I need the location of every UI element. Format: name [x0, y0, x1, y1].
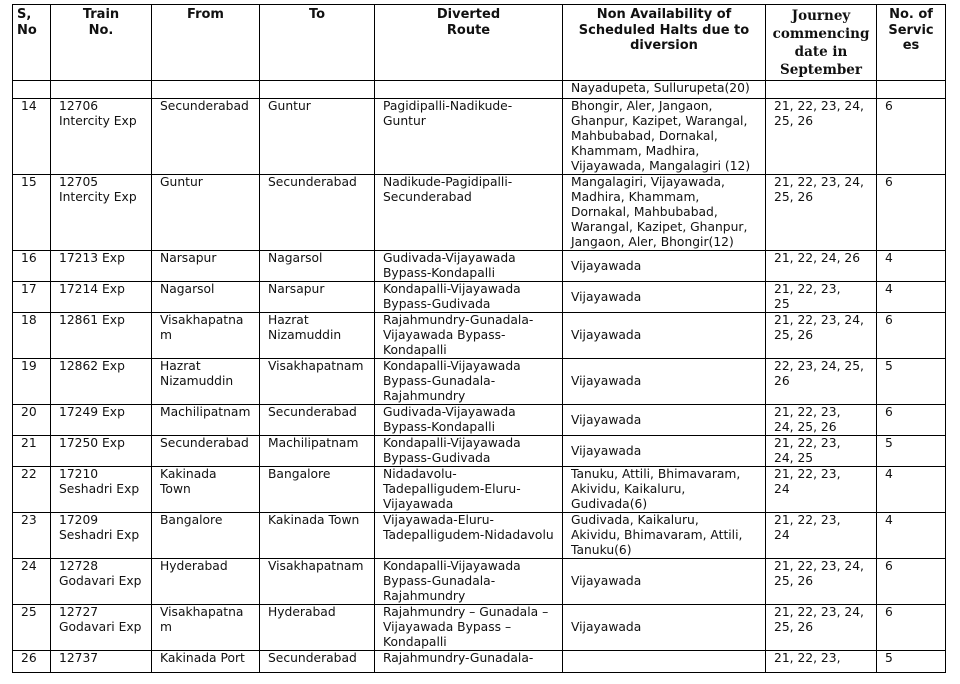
cell-from: Secunderabad: [152, 436, 260, 467]
cell-from: Narsapur: [152, 251, 260, 282]
cell-route: Nadikude-Pagidipalli- Secunderabad: [375, 175, 563, 251]
header-services: No. of Servic es: [877, 5, 946, 81]
cell-train: 17249 Exp: [51, 405, 152, 436]
cell-train: 17214 Exp: [51, 282, 152, 313]
cell-route: Vijayawada-Eluru- Tadepalligudem-Nidadavolu: [375, 513, 563, 559]
cell-date: 21, 22, 23, 24: [766, 467, 877, 513]
cell-route: [375, 81, 563, 99]
cell-sno: 22: [13, 467, 51, 513]
cell-halts: Vijayawada: [563, 436, 766, 467]
cell-services: 6: [877, 559, 946, 605]
cell-from: Kakinada Town: [152, 467, 260, 513]
cell-halts: Tanuku, Attili, Bhimavaram, Akividu, Kaikaluru, Gudivada(6): [563, 467, 766, 513]
cell-to: Kakinada Town: [260, 513, 375, 559]
cell-sno: 23: [13, 513, 51, 559]
cell-halts: Gudivada, Kaikaluru, Akividu, Bhimavaram, Attili, Tanuku(6): [563, 513, 766, 559]
cell-to: Guntur: [260, 99, 375, 175]
cell-halts: [563, 651, 766, 673]
cell-date: [766, 81, 877, 99]
cell-train: 12861 Exp: [51, 313, 152, 359]
cell-train: 12706 Intercity Exp: [51, 99, 152, 175]
cell-train: 17209 Seshadri Exp: [51, 513, 152, 559]
table-row: [13, 651, 946, 673]
cell-halts: Vijayawada: [563, 282, 766, 313]
header-to: To: [260, 5, 375, 81]
cell-halts: Vijayawada: [563, 251, 766, 282]
cell-halts: Vijayawada: [563, 405, 766, 436]
cell-from: Visakhapatna m: [152, 605, 260, 651]
cell-to: Secunderabad: [260, 651, 375, 673]
cell-halts: Mangalagiri, Vijayawada, Madhira, Khammam, Dornakal, Mahbubabad, Warangal, Kazipet, Ghanpur, Jangaon, Aler, Bhongir(12): [563, 175, 766, 251]
table-row: [13, 513, 946, 559]
cell-to: Visakhapatnam: [260, 559, 375, 605]
cell-from: Guntur: [152, 175, 260, 251]
header-sno: S, No: [13, 5, 51, 81]
cell-sno: 21: [13, 436, 51, 467]
header-from: From: [152, 5, 260, 81]
cell-train: 12737: [51, 651, 152, 673]
table-row: [13, 405, 946, 436]
cell-to: Machilipatnam: [260, 436, 375, 467]
cell-route: Kondapalli-Vijayawada Bypass-Gunadala- Rajahmundry: [375, 359, 563, 405]
cell-route: Kondapalli-Vijayawada Bypass-Gunadala- Rajahmundry: [375, 559, 563, 605]
header-journey-date: Journey commencing date in September: [766, 5, 877, 81]
cell-sno: 24: [13, 559, 51, 605]
cell-date: 21, 22, 23, 24, 25, 26: [766, 99, 877, 175]
cell-to: Hyderabad: [260, 605, 375, 651]
cell-services: 5: [877, 359, 946, 405]
cell-route: Gudivada-Vijayawada Bypass-Kondapalli: [375, 405, 563, 436]
cell-services: 6: [877, 405, 946, 436]
cell-sno: 14: [13, 99, 51, 175]
diversion-table-page: [12, 4, 946, 673]
cell-from: Secunderabad: [152, 99, 260, 175]
cell-to: Nagarsol: [260, 251, 375, 282]
header-row: [13, 5, 946, 81]
cell-sno: 26: [13, 651, 51, 673]
cell-services: 6: [877, 605, 946, 651]
table-row: [13, 251, 946, 282]
cell-to: Bangalore: [260, 467, 375, 513]
table-row: [13, 99, 946, 175]
cell-train: 12727 Godavari Exp: [51, 605, 152, 651]
cell-services: 4: [877, 282, 946, 313]
header-diverted-route: Diverted Route: [375, 5, 563, 81]
table-row: [13, 467, 946, 513]
table-row: [13, 559, 946, 605]
cell-date: 21, 22, 23, 24, 25, 26: [766, 175, 877, 251]
cell-halts: Vijayawada: [563, 313, 766, 359]
table-row: [13, 282, 946, 313]
cell-services: [877, 81, 946, 99]
carryover-row: [13, 81, 946, 99]
cell-route: Gudivada-Vijayawada Bypass-Kondapalli: [375, 251, 563, 282]
cell-to: Secunderabad: [260, 175, 375, 251]
cell-route: Kondapalli-Vijayawada Bypass-Gudivada: [375, 282, 563, 313]
table-row: [13, 313, 946, 359]
cell-route: Rajahmundry-Gunadala- Vijayawada Bypass- Kondapalli: [375, 313, 563, 359]
cell-sno: 15: [13, 175, 51, 251]
cell-date: 21, 22, 24, 26: [766, 251, 877, 282]
cell-date: 21, 22, 23, 25: [766, 282, 877, 313]
train-diversion-table: [12, 4, 946, 673]
cell-halts: Nayadupeta, Sullurupeta(20): [563, 81, 766, 99]
cell-date: 21, 22, 23, 24, 25, 26: [766, 605, 877, 651]
cell-date: 21, 22, 23,: [766, 651, 877, 673]
header-train-no: Train No.: [51, 5, 152, 81]
cell-date: 22, 23, 24, 25, 26: [766, 359, 877, 405]
cell-services: 6: [877, 175, 946, 251]
cell-sno: 17: [13, 282, 51, 313]
cell-halts: Vijayawada: [563, 605, 766, 651]
cell-services: 4: [877, 251, 946, 282]
cell-from: Visakhapatna m: [152, 313, 260, 359]
table-row: [13, 175, 946, 251]
cell-route: Pagidipalli-Nadikude- Guntur: [375, 99, 563, 175]
cell-date: 21, 22, 23, 24, 25, 26: [766, 313, 877, 359]
cell-halts: Vijayawada: [563, 359, 766, 405]
cell-from: Hyderabad: [152, 559, 260, 605]
table-row: [13, 359, 946, 405]
cell-halts: Bhongir, Aler, Jangaon, Ghanpur, Kazipet, Warangal, Mahbubabad, Dornakal, Khammam, Madhira, Vijayawada, Mangalagiri (12): [563, 99, 766, 175]
cell-route: Rajahmundry – Gunadala – Vijayawada Bypass – Kondapalli: [375, 605, 563, 651]
cell-from: Nagarsol: [152, 282, 260, 313]
cell-sno: 20: [13, 405, 51, 436]
cell-from: Hazrat Nizamuddin: [152, 359, 260, 405]
cell-train: 17250 Exp: [51, 436, 152, 467]
cell-services: 6: [877, 313, 946, 359]
cell-services: 4: [877, 467, 946, 513]
cell-sno: 19: [13, 359, 51, 405]
cell-date: 21, 22, 23, 24, 25, 26: [766, 559, 877, 605]
cell-sno: 25: [13, 605, 51, 651]
cell-services: 5: [877, 651, 946, 673]
cell-to: [260, 81, 375, 99]
cell-from: [152, 81, 260, 99]
cell-date: 21, 22, 23, 24: [766, 513, 877, 559]
cell-route: Nidadavolu- Tadepalligudem-Eluru- Vijayawada: [375, 467, 563, 513]
cell-train: 12705 Intercity Exp: [51, 175, 152, 251]
cell-from: Bangalore: [152, 513, 260, 559]
cell-train: 12862 Exp: [51, 359, 152, 405]
cell-services: 5: [877, 436, 946, 467]
cell-train: 17210 Seshadri Exp: [51, 467, 152, 513]
table-row: [13, 436, 946, 467]
cell-to: Secunderabad: [260, 405, 375, 436]
cell-sno: [13, 81, 51, 99]
cell-sno: 16: [13, 251, 51, 282]
cell-train: 17213 Exp: [51, 251, 152, 282]
cell-date: 21, 22, 23, 24, 25, 26: [766, 405, 877, 436]
cell-from: Kakinada Port: [152, 651, 260, 673]
cell-train: [51, 81, 152, 99]
cell-route: Rajahmundry-Gunadala-: [375, 651, 563, 673]
cell-to: Visakhapatnam: [260, 359, 375, 405]
cell-route: Kondapalli-Vijayawada Bypass-Gudivada: [375, 436, 563, 467]
cell-services: 6: [877, 99, 946, 175]
cell-train: 12728 Godavari Exp: [51, 559, 152, 605]
cell-to: Narsapur: [260, 282, 375, 313]
cell-halts: Vijayawada: [563, 559, 766, 605]
header-halts: Non Availability of Scheduled Halts due to diversion: [563, 5, 766, 81]
table-row: [13, 605, 946, 651]
cell-date: 21, 22, 23, 24, 25: [766, 436, 877, 467]
cell-to: Hazrat Nizamuddin: [260, 313, 375, 359]
cell-sno: 18: [13, 313, 51, 359]
cell-services: 4: [877, 513, 946, 559]
cell-from: Machilipatnam: [152, 405, 260, 436]
